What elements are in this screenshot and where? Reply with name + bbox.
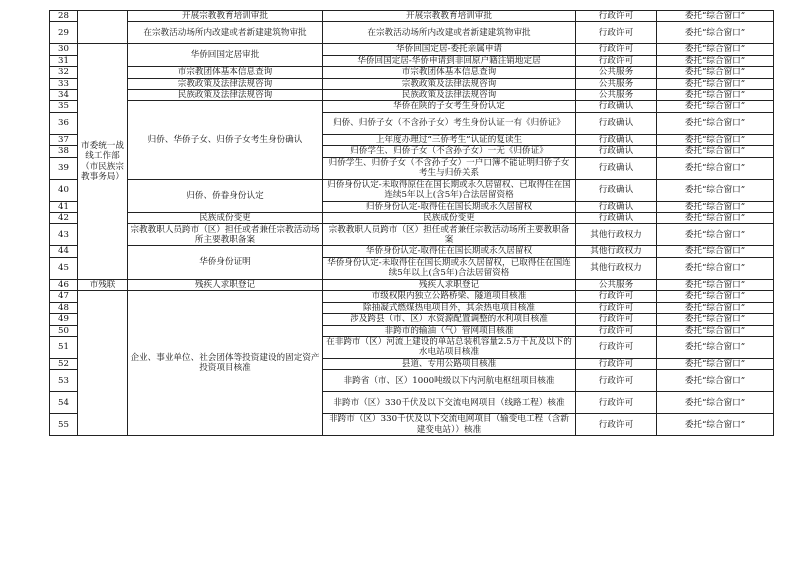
item-name: 市宗教团体基本信息查询 [128, 67, 323, 78]
handling-mode: 委托“综合窗口” [657, 90, 774, 101]
handling-mode: 委托“综合窗口” [657, 246, 774, 257]
row-number: 53 [50, 370, 78, 392]
handling-mode: 委托“综合窗口” [657, 213, 774, 224]
row-number: 43 [50, 224, 78, 246]
power-type: 行政确认 [576, 213, 657, 224]
row-number: 54 [50, 392, 78, 414]
handling-mode: 委托“综合窗口” [657, 101, 774, 112]
row-number: 37 [50, 134, 78, 145]
table-row [50, 44, 774, 55]
sub-item-name: 涉及跨县（市、区）水资源配置调整的水利项目核准 [323, 314, 576, 325]
sub-item-name: 在非跨市（区）河流上建设的单站总装机容量2.5万千瓦及以下的水电站项目核准 [323, 336, 576, 358]
handling-mode: 委托“综合窗口” [657, 325, 774, 336]
row-number: 32 [50, 67, 78, 78]
row-number: 29 [50, 22, 78, 44]
handling-mode: 委托“综合窗口” [657, 22, 774, 44]
table-row [50, 67, 774, 78]
row-number: 41 [50, 201, 78, 212]
row-number: 28 [50, 11, 78, 22]
handling-mode: 委托“综合窗口” [657, 134, 774, 145]
sub-item-name: 民族政策及法律法规咨询 [323, 90, 576, 101]
sub-item-name: 开展宗教教育培训审批 [323, 11, 576, 22]
power-type: 行政许可 [576, 291, 657, 302]
item-name: 开展宗教教育培训审批 [128, 11, 323, 22]
power-type: 行政许可 [576, 370, 657, 392]
handling-mode: 委托“综合窗口” [657, 146, 774, 157]
power-type: 行政许可 [576, 302, 657, 313]
row-number: 52 [50, 358, 78, 369]
item-name: 宗教政策及法律法规咨询 [128, 78, 323, 89]
sub-item-name: 上年度办理过“三侨考生”认证的复读生 [323, 134, 576, 145]
row-number: 30 [50, 44, 78, 55]
handling-mode: 委托“综合窗口” [657, 291, 774, 302]
item-name: 民族政策及法律法规咨询 [128, 90, 323, 101]
table-row [50, 246, 774, 257]
row-number: 39 [50, 157, 78, 179]
item-name: 归侨、华侨子女、归侨子女考生身份确认 [128, 101, 323, 179]
power-type: 行政确认 [576, 157, 657, 179]
row-number: 36 [50, 112, 78, 134]
item-name: 在宗教活动场所内改建或者新建建筑物审批 [128, 22, 323, 44]
row-number: 46 [50, 279, 78, 290]
power-type: 其他行政权力 [576, 246, 657, 257]
handling-mode: 委托“综合窗口” [657, 314, 774, 325]
sub-item-name: 归侨学生、归侨子女（不含孙子女）一无《归侨证》 [323, 146, 576, 157]
sub-item-name: 华侨回国定居-委托亲属申请 [323, 44, 576, 55]
item-name: 企业、事业单位、社会团体等投资建设的固定资产投资项目核准 [128, 291, 323, 436]
sub-item-name: 在宗教活动场所内改建或者新建建筑物审批 [323, 22, 576, 44]
sub-item-name: 非跨市（区）330千伏及以下交流电网项目（输变电工程（含新建变电站））核准 [323, 414, 576, 436]
sub-item-name: 县道、专用公路项目核准 [323, 358, 576, 369]
sub-item-name: 归侨身份认定-未取得原住在国长期或永久居留权、已取得住在国连续5年以上(含5年)合法居留资格 [323, 179, 576, 201]
handling-mode: 委托“综合窗口” [657, 157, 774, 179]
handling-mode: 委托“综合窗口” [657, 392, 774, 414]
row-number: 38 [50, 146, 78, 157]
sub-item-name: 非跨市（区）330千伏及以下交流电网项目（线路工程）核准 [323, 392, 576, 414]
dept-cell-empty [78, 11, 128, 44]
power-type: 行政许可 [576, 314, 657, 325]
row-number: 55 [50, 414, 78, 436]
handling-mode: 委托“综合窗口” [657, 358, 774, 369]
sub-item-name: 宗教政策及法律法规咨询 [323, 78, 576, 89]
sub-item-name: 归侨、归侨子女（不含孙子女）考生身份认证一有《归侨证》 [323, 112, 576, 134]
sub-item-name: 宗教教职人员跨市（区）担任或者兼任宗教活动场所主要教职备案 [323, 224, 576, 246]
item-name: 华侨回国定居审批 [128, 44, 323, 67]
power-type: 其他行政权力 [576, 257, 657, 279]
handling-mode: 委托“综合窗口” [657, 55, 774, 66]
power-type: 行政确认 [576, 146, 657, 157]
table-row [50, 224, 774, 246]
handling-mode: 委托“综合窗口” [657, 279, 774, 290]
item-name: 残疾人求职登记 [128, 279, 323, 290]
power-type: 行政许可 [576, 44, 657, 55]
power-type: 行政许可 [576, 325, 657, 336]
dept-cell-empty [78, 291, 128, 436]
row-number: 33 [50, 78, 78, 89]
sub-item-name: 民族成份变更 [323, 213, 576, 224]
table-row [50, 291, 774, 302]
table-row [50, 101, 774, 112]
power-type: 公共服务 [576, 78, 657, 89]
row-number: 40 [50, 179, 78, 201]
table-row [50, 213, 774, 224]
row-number: 35 [50, 101, 78, 112]
table-row [50, 279, 774, 290]
power-type: 公共服务 [576, 279, 657, 290]
table-row [50, 90, 774, 101]
power-type: 行政许可 [576, 55, 657, 66]
sub-item-name: 非跨市的输油（气）管网项目核准 [323, 325, 576, 336]
item-name: 华侨身份证明 [128, 246, 323, 279]
handling-mode: 委托“综合窗口” [657, 11, 774, 22]
handling-mode: 委托“综合窗口” [657, 414, 774, 436]
row-number: 50 [50, 325, 78, 336]
power-type: 行政确认 [576, 112, 657, 134]
row-number: 34 [50, 90, 78, 101]
power-type: 行政确认 [576, 179, 657, 201]
row-number: 48 [50, 302, 78, 313]
item-name: 宗教教职人员跨市（区）担任或者兼任宗教活动场所主要教职备案 [128, 224, 323, 246]
power-type: 行政许可 [576, 358, 657, 369]
row-number: 49 [50, 314, 78, 325]
sub-item-name: 华侨身份认定-取得住在国长期或永久居留权 [323, 246, 576, 257]
power-type: 公共服务 [576, 67, 657, 78]
row-number: 51 [50, 336, 78, 358]
row-number: 44 [50, 246, 78, 257]
power-type: 公共服务 [576, 90, 657, 101]
row-number: 45 [50, 257, 78, 279]
sub-item-name: 市宗教团体基本信息查询 [323, 67, 576, 78]
item-name: 归侨、侨眷身份认定 [128, 179, 323, 212]
handling-mode: 委托“综合窗口” [657, 302, 774, 313]
approval-items-table [49, 10, 774, 436]
handling-mode: 委托“综合窗口” [657, 257, 774, 279]
power-type: 行政许可 [576, 11, 657, 22]
sub-item-name: 非跨省（市、区）1000吨级以下内河航电枢纽项目核准 [323, 370, 576, 392]
sub-item-name: 华侨回国定居-华侨申请到非回原户籍注销地定居 [323, 55, 576, 66]
power-type: 其他行政权力 [576, 224, 657, 246]
sub-item-name: 归侨身份认定-取得住在国长期或永久居留权 [323, 201, 576, 212]
dept-disabled: 市残联 [78, 279, 128, 290]
table-row [50, 11, 774, 22]
sub-item-name: 华侨身份认定-未取得住在国长期或永久居留权，已取得住在国连续5年以上(含5年)合法居留资格 [323, 257, 576, 279]
power-type: 行政确认 [576, 101, 657, 112]
power-type: 行政许可 [576, 414, 657, 436]
handling-mode: 委托“综合窗口” [657, 67, 774, 78]
power-type: 行政许可 [576, 392, 657, 414]
sub-item-name: 残疾人求职登记 [323, 279, 576, 290]
handling-mode: 委托“综合窗口” [657, 201, 774, 212]
power-type: 行政许可 [576, 22, 657, 44]
sub-item-name: 华侨在陕的子女考生身份认定 [323, 101, 576, 112]
dept-united-front: 市委统一战线工作部（市民族宗教事务局） [78, 44, 128, 279]
item-name: 民族成份变更 [128, 213, 323, 224]
handling-mode: 委托“综合窗口” [657, 78, 774, 89]
handling-mode: 委托“综合窗口” [657, 44, 774, 55]
table-row [50, 22, 774, 44]
table-row [50, 78, 774, 89]
power-type: 行政确认 [576, 134, 657, 145]
sub-item-name: 归侨学生、归侨子女（不含孙子女）一户口簿不能证明归侨子女考生与归侨关系 [323, 157, 576, 179]
row-number: 31 [50, 55, 78, 66]
sub-item-name: 除抽凝式燃煤热电项目外，其余热电项目核准 [323, 302, 576, 313]
table-row [50, 179, 774, 201]
power-type: 行政许可 [576, 336, 657, 358]
handling-mode: 委托“综合窗口” [657, 179, 774, 201]
sub-item-name: 市级权限内独立公路桥梁、隧道项目核准 [323, 291, 576, 302]
row-number: 42 [50, 213, 78, 224]
row-number: 47 [50, 291, 78, 302]
handling-mode: 委托“综合窗口” [657, 112, 774, 134]
handling-mode: 委托“综合窗口” [657, 336, 774, 358]
power-type: 行政确认 [576, 201, 657, 212]
handling-mode: 委托“综合窗口” [657, 224, 774, 246]
handling-mode: 委托“综合窗口” [657, 370, 774, 392]
